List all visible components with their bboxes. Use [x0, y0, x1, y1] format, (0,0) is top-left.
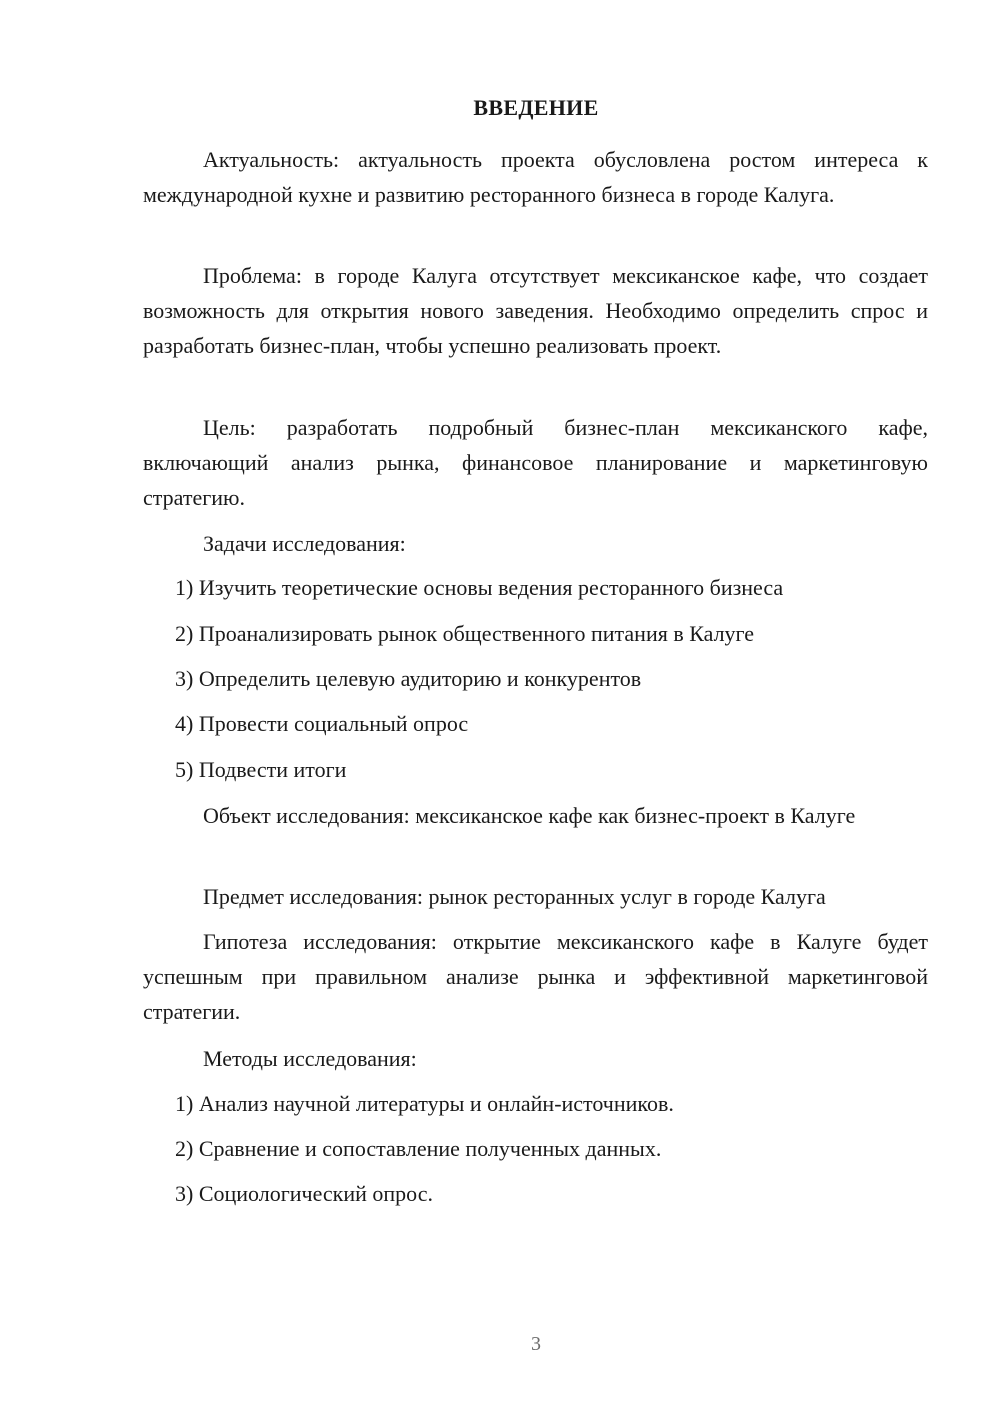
relevance-paragraph: Актуальность: актуальность проекта обусловлена ростом интереса к международной кухне и развитию ресторанного бизнеса в городе Калуга.: [143, 147, 928, 207]
subject-paragraph: Предмет исследования: рынок ресторанных услуг в городе Калуга: [203, 884, 826, 909]
goal-paragraph: Цель: разработать подробный бизнес-план мексиканского кафе, включающий анализ рынка, финансовое планирование и маркетинговую стратегию.: [143, 415, 928, 510]
task-item-2: 2) Проанализировать рынок общественного питания в Калуге: [175, 621, 755, 646]
task-item-3: 3) Определить целевую аудиторию и конкурентов: [175, 666, 642, 691]
method-item-3: 3) Социологический опрос.: [175, 1181, 433, 1206]
page-number: 3: [531, 1333, 541, 1355]
task-item-4: 4) Провести социальный опрос: [175, 711, 469, 736]
methods-heading: Методы исследования:: [203, 1046, 417, 1071]
hypothesis-paragraph: Гипотеза исследования: открытие мексиканского кафе в Калуге будет успешным при правильном анализе рынка и эффективной маркетинговой стратегии.: [143, 929, 928, 1024]
method-item-2: 2) Сравнение и сопоставление полученных данных.: [175, 1136, 662, 1161]
tasks-heading: Задачи исследования:: [203, 531, 406, 556]
method-item-1: 1) Анализ научной литературы и онлайн-источников.: [175, 1091, 674, 1116]
problem-paragraph: Проблема: в городе Калуга отсутствует мексиканское кафе, что создает возможность для открытия нового заведения. Необходимо определить спрос и разработать бизнес-план, чтобы успешно реализовать проект.: [143, 263, 928, 358]
page-title: ВВЕДЕНИЕ: [473, 95, 599, 120]
task-item-5: 5) Подвести итоги: [175, 757, 347, 782]
object-paragraph: Объект исследования: мексиканское кафе как бизнес-проект в Калуге: [203, 803, 856, 828]
task-item-1: 1) Изучить теоретические основы ведения ресторанного бизнеса: [175, 575, 784, 600]
